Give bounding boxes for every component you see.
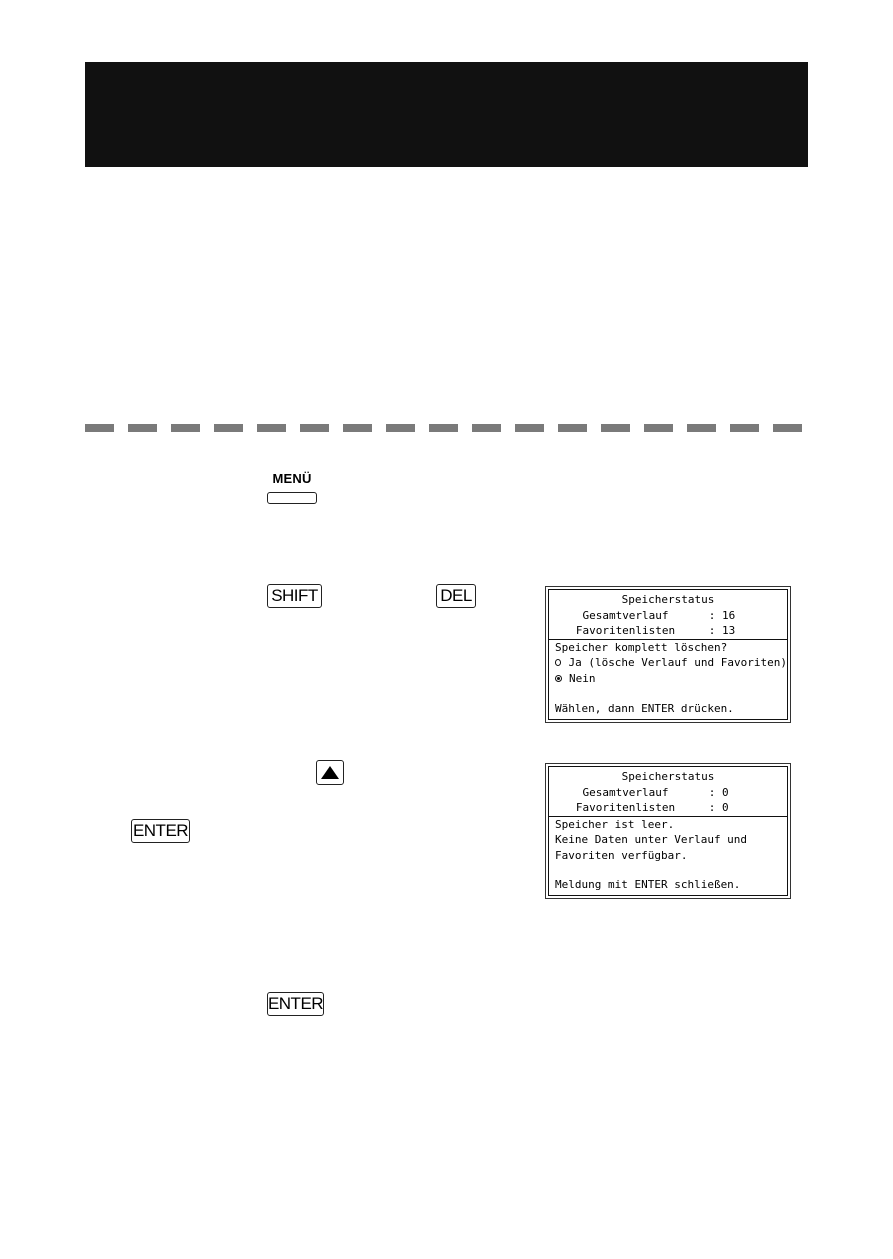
message-line: Keine Daten unter Verlauf und	[555, 833, 748, 846]
up-triangle-icon	[321, 766, 339, 779]
screen-title: Speicherstatus	[621, 593, 715, 606]
stat-row-favorites	[549, 623, 787, 639]
stat-value: 16	[722, 608, 736, 622]
message-line: Favoriten verfügbar.	[555, 848, 688, 862]
stat-colon: :	[708, 624, 716, 637]
option-no[interactable]	[549, 671, 787, 687]
del-key[interactable]: DEL	[436, 584, 476, 608]
option-label: Nein	[569, 671, 596, 685]
enter-key-final[interactable]: ENTER	[267, 992, 324, 1016]
screen-footer: Wählen, dann ENTER drücken.	[555, 701, 734, 715]
dashed-divider	[85, 424, 808, 432]
stat-value: 0	[722, 785, 729, 799]
screen-footer: Meldung mit ENTER schließen.	[555, 877, 741, 891]
menu-key-label: MENÜ	[272, 471, 312, 486]
stat-value: 13	[722, 624, 736, 637]
stat-label: Favoritenlisten	[575, 624, 676, 637]
lcd-screen-delete-prompt	[545, 586, 791, 723]
enter-key[interactable]: ENTER	[131, 819, 190, 843]
shift-key[interactable]: SHIFT	[267, 584, 322, 608]
stat-row-favorites	[549, 800, 787, 816]
menu-key[interactable]	[266, 471, 318, 507]
menu-key-button	[267, 492, 317, 504]
message-line: Speicher ist leer.	[555, 817, 675, 831]
stat-colon: :	[708, 785, 716, 799]
delete-question: Speicher komplett löschen?	[555, 640, 728, 654]
option-yes[interactable]	[549, 655, 787, 671]
stat-row-history	[549, 785, 787, 801]
stat-label: Favoritenlisten	[575, 801, 676, 814]
stat-label: Gesamtverlauf	[582, 608, 669, 622]
radio-selected-icon	[555, 675, 562, 682]
header-bar	[85, 62, 808, 167]
stat-row-history	[549, 608, 787, 624]
stat-label: Gesamtverlauf	[582, 785, 669, 799]
option-label: Ja (lösche Verlauf und Favoriten)	[568, 656, 787, 669]
screen-title: Speicherstatus	[621, 770, 715, 783]
stat-colon: :	[708, 801, 716, 814]
stat-value: 0	[722, 801, 729, 814]
radio-unselected-icon	[555, 659, 561, 666]
up-arrow-key[interactable]	[316, 760, 344, 785]
stat-colon: :	[708, 608, 716, 622]
lcd-screen-memory-empty	[545, 763, 791, 899]
